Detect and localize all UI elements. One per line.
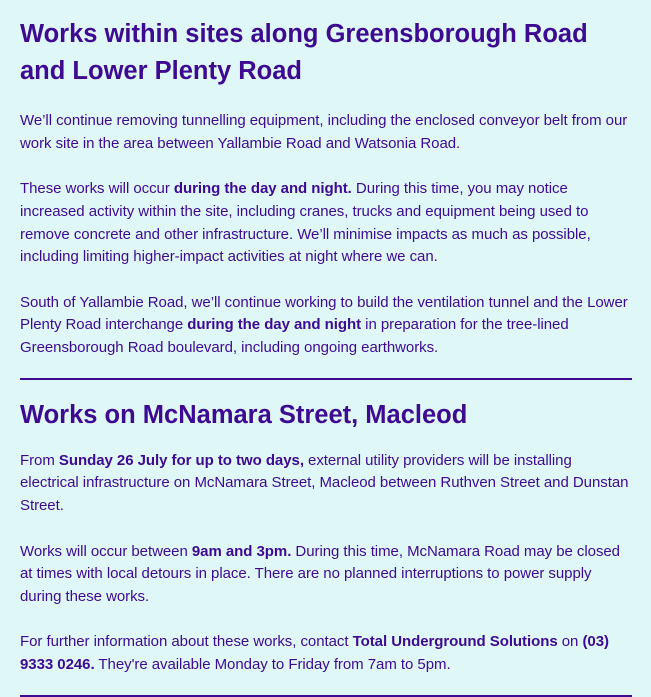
contact-phone-number: (03) 9333 0246. [20, 633, 609, 673]
paragraph-text: South of Yallambie Road, we’ll continue working to build the ventilation tunnel and the Lower Plenty Road interchange [20, 293, 628, 334]
paragraph-text: During this time, McNamara Road may be closed at times with local detours in place. There are no planned interruptions to power supply during these works. [20, 542, 620, 605]
paragraph-work-hours [20, 541, 631, 609]
paragraph-text: We’ll continue removing tunnelling equipment, including the enclosed conveyor belt from our work site in the area between Yallambie Road and Watsonia Road. [20, 112, 628, 152]
paragraph-text: These works will occur [20, 180, 174, 198]
section-divider [20, 378, 632, 380]
paragraph-text: on [557, 633, 583, 651]
paragraph-text: They're available Monday to Friday from 7am to 5pm. [94, 656, 451, 673]
section-divider [20, 695, 632, 697]
contact-company-name: Total Underground Solutions [352, 633, 558, 651]
paragraph-text: external utility providers will be installing electrical infrastructure on McNamara Street, Macleod between Ruthven Street and Dunstan Street. [20, 451, 629, 515]
emphasis-date: Sunday 26 July for up to two days, [58, 451, 304, 469]
emphasis-day-and-night: during the day and night. [173, 180, 352, 198]
paragraph-text: Works will occur between [20, 542, 192, 560]
section-title-mcnamara-street: Works on McNamara Street, Macleod [20, 400, 468, 429]
paragraph-text: For further information about these works, contact [20, 633, 353, 651]
paragraph-text: During this time, you may notice increased activity within the site, including cranes, trucks and equipment being used to remove concrete and other infrastructure. We’ll minimise impacts as much as possible, including limiting higher-impact activities at night where we can. [20, 180, 591, 266]
paragraph-text: From [20, 451, 59, 469]
emphasis-hours: 9am and 3pm. [191, 542, 292, 560]
paragraph-tunnelling-equipment [20, 110, 631, 155]
paragraph-contact-info [20, 631, 631, 676]
paragraph-utility-providers [20, 450, 631, 518]
emphasis-day-and-night: during the day and night [187, 316, 362, 334]
paragraph-ventilation-tunnel [20, 292, 631, 360]
paragraph-text: in preparation for the tree-lined Greensborough Road boulevard, including ongoing earthworks. [20, 316, 569, 356]
section-title-greensborough-works: Works within sites along Greensborough Road and Lower Plenty Road [20, 20, 588, 85]
paragraph-day-and-night-works [20, 178, 631, 269]
